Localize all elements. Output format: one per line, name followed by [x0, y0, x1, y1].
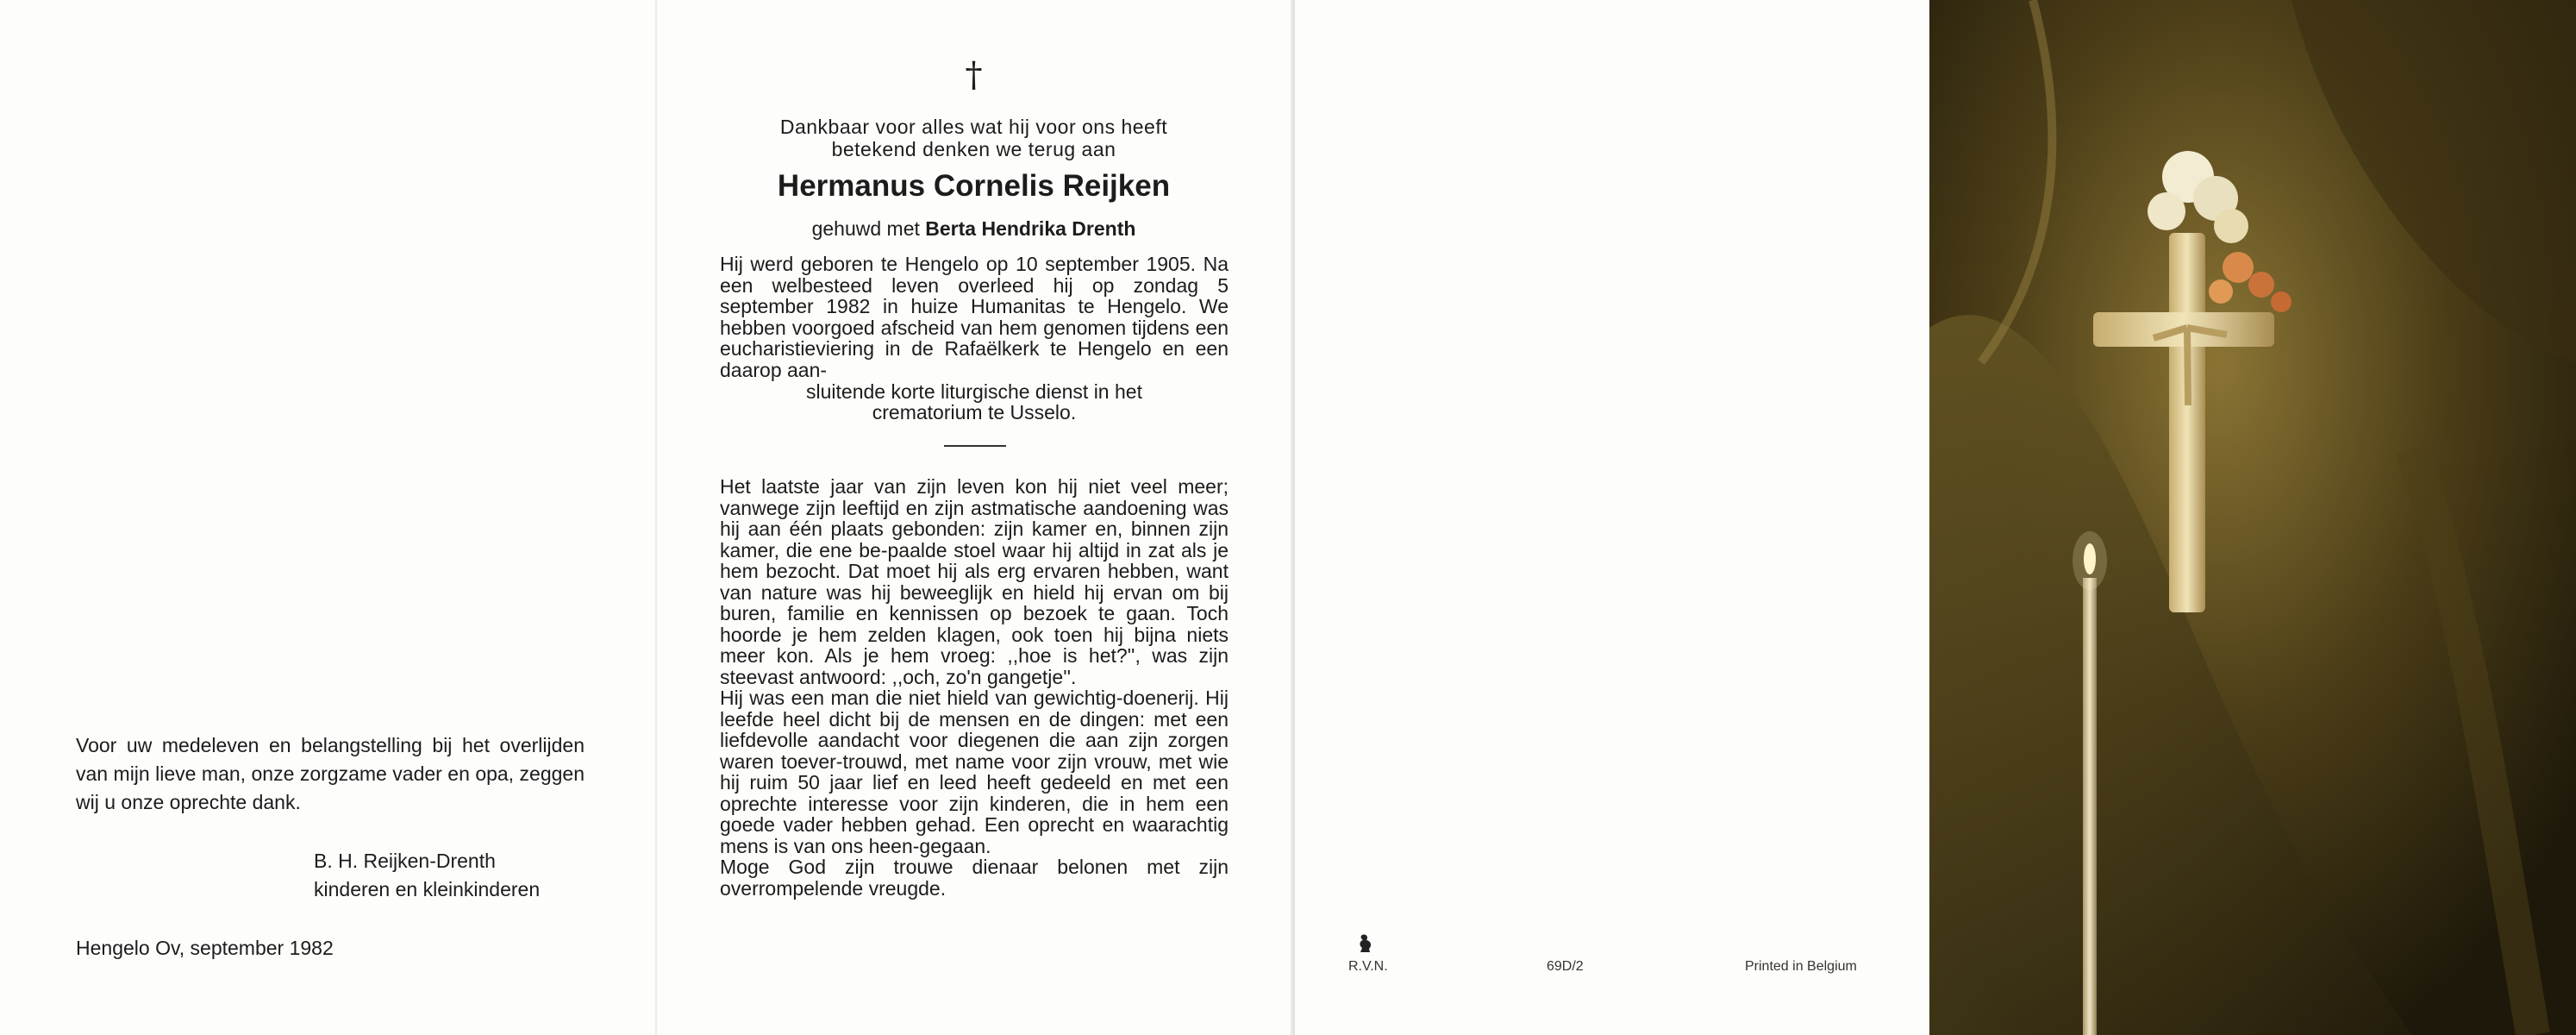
cross-icon: †	[965, 55, 983, 95]
life-paragraph-2: Hij was een man die niet hield van gewichtig-doenerij. Hij leefde heel dicht bij de mensen en de dingen: met een liefdevolle aandacht voor diegenen die aan zijn zorgen waren toever-trouwd, met name voor zijn vrouw, met wie hij ruim 50 jaar lief en leed heeft gedeeld en met een oprechte interesse voor zijn kinderen, die in hem een goede vader hebben gehad. Een oprecht en waarachtig mens is van ons heen-gegaan.	[720, 687, 1229, 857]
back-panel	[1293, 0, 1929, 1035]
signature	[314, 847, 540, 904]
intro-line-1: Dankbaar voor alles wat hij voor ons heeft	[779, 116, 1168, 138]
spouse-name: Berta Hendrika Drenth	[925, 217, 1136, 240]
thanks-text: Voor uw medeleven en belangstelling bij het overlijden van mijn lieve man, onze zorgzame vader en opa, zeggen wij u onze oprechte dank.	[76, 734, 585, 813]
bio-end-1: sluitende korte liturgische dienst in het	[806, 380, 1142, 403]
intro-line-2: betekend denken we terug aan	[831, 138, 1116, 160]
married-prefix: gehuwd met	[811, 217, 920, 240]
printed-in: Printed in Belgium	[1745, 959, 1857, 974]
place-date: Hengelo Ov, september 1982	[76, 937, 334, 959]
flame-glow	[2073, 531, 2107, 590]
publisher-logo-icon	[1357, 933, 1374, 959]
cross-vertical	[2169, 233, 2205, 612]
intro-text	[657, 116, 1291, 160]
cross-candle-photo	[1929, 0, 2576, 1035]
memorial-panel	[657, 0, 1291, 1035]
life-paragraph-1: Het laatste jaar van zijn leven kon hij niet veel meer; vanwege zijn leeftijd en zijn astmatische aandoening was hij aan één plaats gebonden: zijn kamer en, binnen zijn kamer, die ene be-paalde stoel waar hij altijd in zat als je hem bezocht. Dat moet hij als erg ervaren hebben, want van nature was hij beweeglijk en hield hij ervan om bij buren, familie en kennissen op bezoek te gaan. Toch hoorde je hem zelden klagen, ook toen hij bijna niets meer kon. Als je hem vroeg: ,,hoe is het?'', was zijn steevast antwoord: ,,och, zo'n gangetje''.	[720, 475, 1229, 688]
biography	[720, 254, 1229, 423]
deceased-name: Hermanus Cornelis Reijken	[777, 169, 1171, 203]
bio-end-2: crematorium te Usselo.	[872, 401, 1077, 424]
married-line	[657, 217, 1291, 241]
candle	[2083, 578, 2097, 1035]
publisher-text: R.V.N.	[1348, 959, 1388, 974]
divider	[944, 445, 1006, 447]
life-text	[720, 476, 1229, 899]
print-code: 69D/2	[1547, 959, 1584, 974]
photo-panel	[1929, 0, 2576, 1035]
bio-main: Hij werd geboren te Hengelo op 10 september 1905. Na een welbesteed leven overleed hij op zondag 5 september 1982 in huize Humanitas te Hengelo. We hebben voorgoed afscheid van hem genomen tijdens een eucharistieviering in de Rafaëlkerk te Hengelo en een daarop aan-	[720, 253, 1229, 381]
signature-name: B. H. Reijken-Drenth	[314, 850, 496, 872]
thanks-panel	[0, 0, 657, 1035]
signature-family: kinderen en kleinkinderen	[314, 878, 541, 900]
life-paragraph-3: Moge God zijn trouwe dienaar belonen met zijn overrompelende vreugde.	[720, 856, 1229, 900]
